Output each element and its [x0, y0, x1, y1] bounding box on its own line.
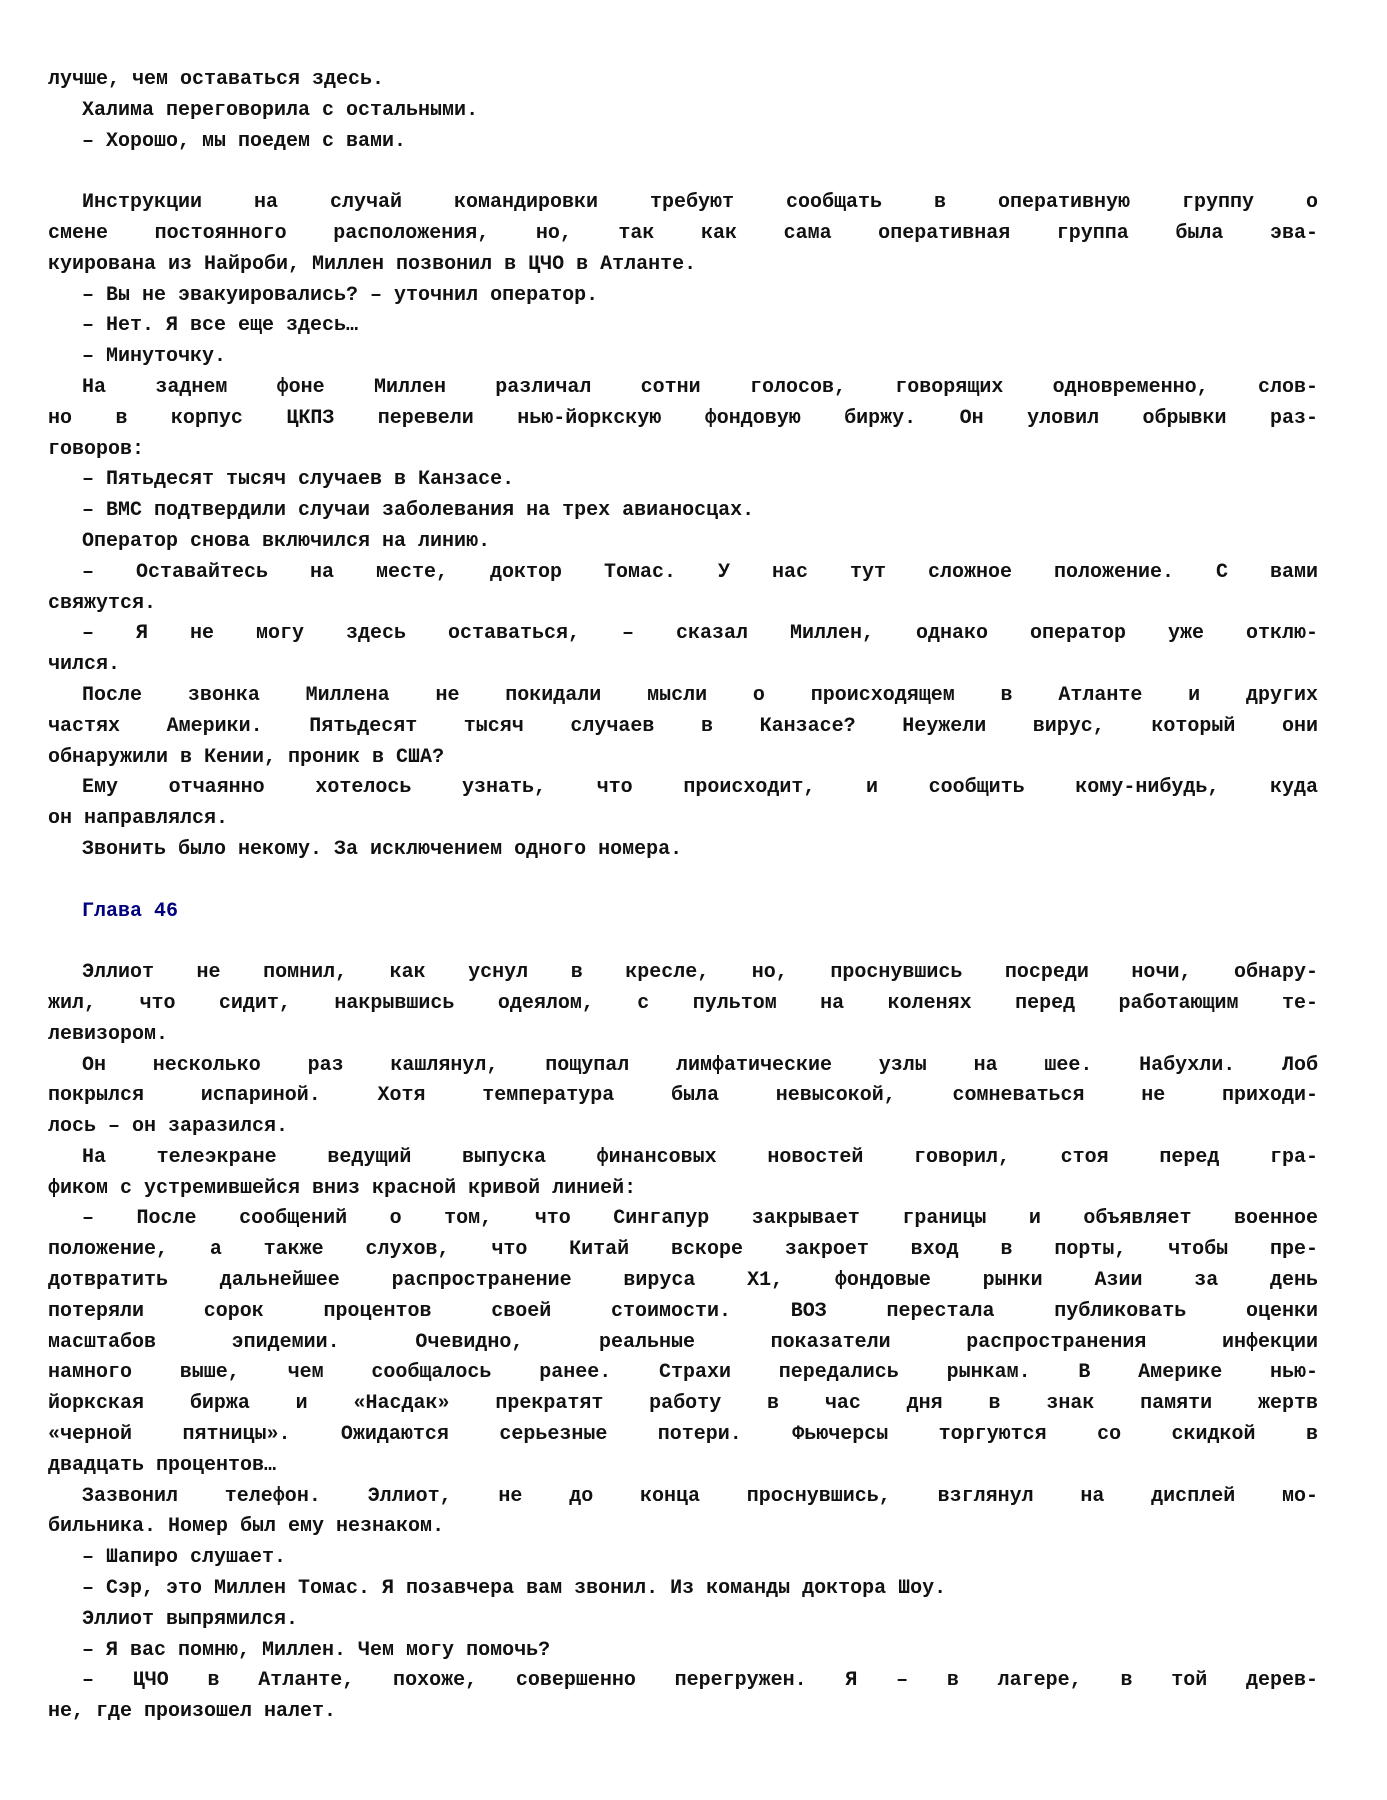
text-line: – Оставайтесь на месте, доктор Томас. У нас тут сложное положение. С вами	[82, 560, 1318, 584]
text-line: – Я не могу здесь оставаться, – сказал Миллен, однако оператор уже отклю-	[82, 622, 1318, 646]
text-line: На заднем фоне Миллен различал сотни голосов, говорящих одновременно, слов-	[82, 375, 1318, 399]
text-line: но в корпус ЦКПЗ перевели нью-йоркскую фондовую биржу. Он уловил обрывки раз-	[48, 406, 1318, 430]
text-line: смене постоянного расположения, но, так как сама оперативная группа была эва-	[48, 221, 1318, 245]
text-line: частях Америки. Пятьдесят тысяч случаев в Канзасе? Неужели вирус, который они	[48, 714, 1318, 738]
text-line: лось – он заразился.	[48, 1115, 289, 1139]
text-line: Оператор снова включился на линию.	[82, 529, 491, 553]
document-page	[48, 65, 1318, 1728]
text-line: – Пятьдесят тысяч случаев в Канзасе.	[82, 468, 515, 492]
blank-line	[48, 157, 1318, 188]
chapter-heading: Глава 46	[82, 899, 179, 923]
text-line: – Хорошо, мы поедем с вами.	[82, 129, 407, 153]
text-line: – ВМС подтвердили случаи заболевания на трех авианосцах.	[82, 499, 755, 523]
text-line: – ЦЧО в Атланте, похоже, совершенно перегружен. Я – в лагере, в той дерев-	[82, 1669, 1318, 1693]
text-line: Халима переговорила с остальными.	[82, 98, 479, 122]
text-line: Инструкции на случай командировки требуют сообщать в оперативную группу о	[82, 191, 1318, 215]
text-line: Эллиот выпрямился.	[82, 1607, 299, 1631]
text-line: левизором.	[48, 1022, 169, 1046]
blank-line	[48, 866, 1318, 897]
text-line: фиком с устремившейся вниз красной кривой линией:	[48, 1176, 637, 1200]
text-line: дотвратить дальнейшее распространение вируса X1, фондовые рынки Азии за день	[48, 1269, 1318, 1293]
text-line: масштабов эпидемии. Очевидно, реальные показатели распространения инфекции	[48, 1330, 1318, 1354]
text-line: двадцать процентов…	[48, 1453, 277, 1477]
text-line: Эллиот не помнил, как уснул в кресле, но, проснувшись посреди ночи, обнару-	[82, 961, 1318, 985]
text-line: обнаружили в Кении, проник в США?	[48, 745, 445, 769]
text-line: Зазвонил телефон. Эллиот, не до конца проснувшись, взглянул на дисплей мо-	[82, 1484, 1318, 1508]
text-line: – Сэр, это Миллен Томас. Я позавчера вам звонил. Из команды доктора Шоу.	[82, 1577, 947, 1601]
text-line: намного выше, чем сообщалось ранее. Страхи передались рынкам. В Америке нью-	[48, 1361, 1318, 1385]
text-line: После звонка Миллена не покидали мысли о происходящем в Атланте и других	[82, 683, 1318, 707]
text-line: – Вы не эвакуировались? – уточнил оператор.	[82, 283, 599, 307]
text-line: покрылся испариной. Хотя температура была невысокой, сомневаться не приходи-	[48, 1084, 1318, 1108]
text-line: – После сообщений о том, что Сингапур закрывает границы и объявляет военное	[82, 1207, 1318, 1231]
text-line: куирована из Найроби, Миллен позвонил в ЦЧО в Атланте.	[48, 252, 697, 276]
text-line: – Я вас помню, Миллен. Чем могу помочь?	[82, 1638, 551, 1662]
text-line: – Нет. Я все еще здесь…	[82, 314, 359, 338]
text-line: – Шапиро слушает.	[82, 1546, 287, 1570]
text-line: Звонить было некому. За исключением одного номера.	[82, 837, 683, 861]
text-line: говоров:	[48, 437, 145, 461]
text-line: не, где произошел налет.	[48, 1700, 337, 1724]
text-line: лучше, чем оставаться здесь.	[48, 68, 385, 91]
text-line: – Минуточку.	[82, 345, 227, 369]
text-line: «черной пятницы». Ожидаются серьезные потери. Фьючерсы торгуются со скидкой в	[48, 1423, 1318, 1447]
text-line: Ему отчаянно хотелось узнать, что происходит, и сообщить кому-нибудь, куда	[82, 776, 1318, 800]
text-line: он направлялся.	[48, 807, 229, 831]
text-line: чился.	[48, 653, 121, 677]
text-line: йоркская биржа и «Насдак» прекратят работу в час дня в знак памяти жертв	[48, 1392, 1318, 1416]
text-line: потеряли сорок процентов своей стоимости. ВОЗ перестала публиковать оценки	[48, 1299, 1318, 1323]
blank-line	[48, 927, 1318, 958]
text-line: свяжутся.	[48, 591, 157, 615]
text-line: жил, что сидит, накрывшись одеялом, с пультом на коленях перед работающим те-	[48, 991, 1318, 1015]
text-line: Он несколько раз кашлянул, пощупал лимфатические узлы на шее. Набухли. Лоб	[82, 1053, 1318, 1077]
text-line: На телеэкране ведущий выпуска финансовых новостей говорил, стоя перед гра-	[82, 1145, 1318, 1169]
text-line: бильника. Номер был ему незнаком.	[48, 1515, 445, 1539]
text-line: положение, а также слухов, что Китай вскоре закроет вход в порты, чтобы пре-	[48, 1238, 1318, 1262]
